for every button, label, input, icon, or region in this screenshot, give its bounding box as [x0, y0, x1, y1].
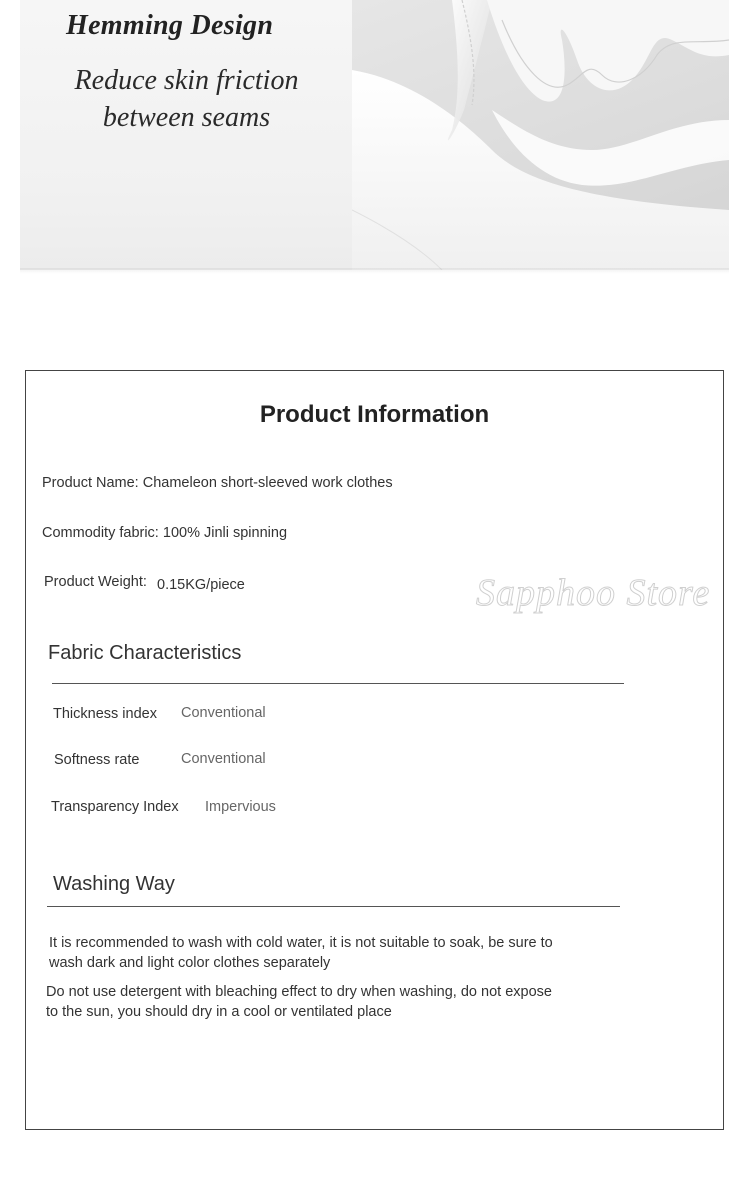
product-weight-value: 0.15KG/piece	[157, 577, 245, 593]
store-watermark: Sapphoo Store	[476, 572, 711, 614]
thickness-index-value: Conventional	[181, 705, 266, 721]
banner-shadow	[20, 268, 729, 274]
banner-subtitle	[50, 62, 323, 136]
washing-way-divider	[47, 906, 620, 907]
product-name-label: Product Name:	[42, 475, 139, 491]
fabric-characteristics-divider	[52, 683, 624, 684]
fabric-hem-photo	[352, 0, 729, 270]
commodity-fabric-label: Commodity fabric:	[42, 525, 159, 541]
commodity-fabric-value: 100% Jinli spinning	[162, 525, 288, 541]
washing-instruction-2-line2: to the sun, you should dry in a cool or ventilated place	[46, 1004, 392, 1020]
fabric-characteristics-heading: Fabric Characteristics	[48, 642, 242, 664]
thickness-index-label: Thickness index	[53, 706, 157, 722]
washing-instruction-2	[46, 982, 586, 1022]
hemming-banner	[20, 0, 729, 270]
product-information-card	[25, 370, 724, 1130]
product-name-row	[42, 475, 393, 491]
softness-rate-label: Softness rate	[54, 752, 140, 768]
washing-instruction-1-line2: wash dark and light color clothes separately	[49, 955, 331, 971]
product-information-title: Product Information	[259, 401, 490, 428]
washing-instruction-1-line1: It is recommended to wash with cold water, it is not suitable to soak, be sure to	[49, 935, 553, 951]
washing-instruction-2-line1: Do not use detergent with bleaching effect to dry when washing, do not expose	[46, 984, 552, 1000]
transparency-index-label: Transparency Index	[51, 799, 179, 815]
commodity-fabric-row	[42, 525, 287, 541]
softness-rate-value: Conventional	[181, 751, 266, 767]
washing-instruction-1	[49, 933, 589, 973]
fabric-folds-illustration	[352, 0, 729, 270]
transparency-index-value: Impervious	[205, 799, 276, 815]
product-name-value: Chameleon short-sleeved work clothes	[142, 475, 393, 491]
banner-title: Hemming Design	[66, 10, 274, 41]
product-weight-label: Product Weight:	[44, 574, 147, 590]
banner-subtitle-line2: between seams	[102, 102, 271, 133]
washing-way-heading: Washing Way	[53, 873, 175, 895]
banner-subtitle-line1: Reduce skin friction	[74, 65, 299, 96]
